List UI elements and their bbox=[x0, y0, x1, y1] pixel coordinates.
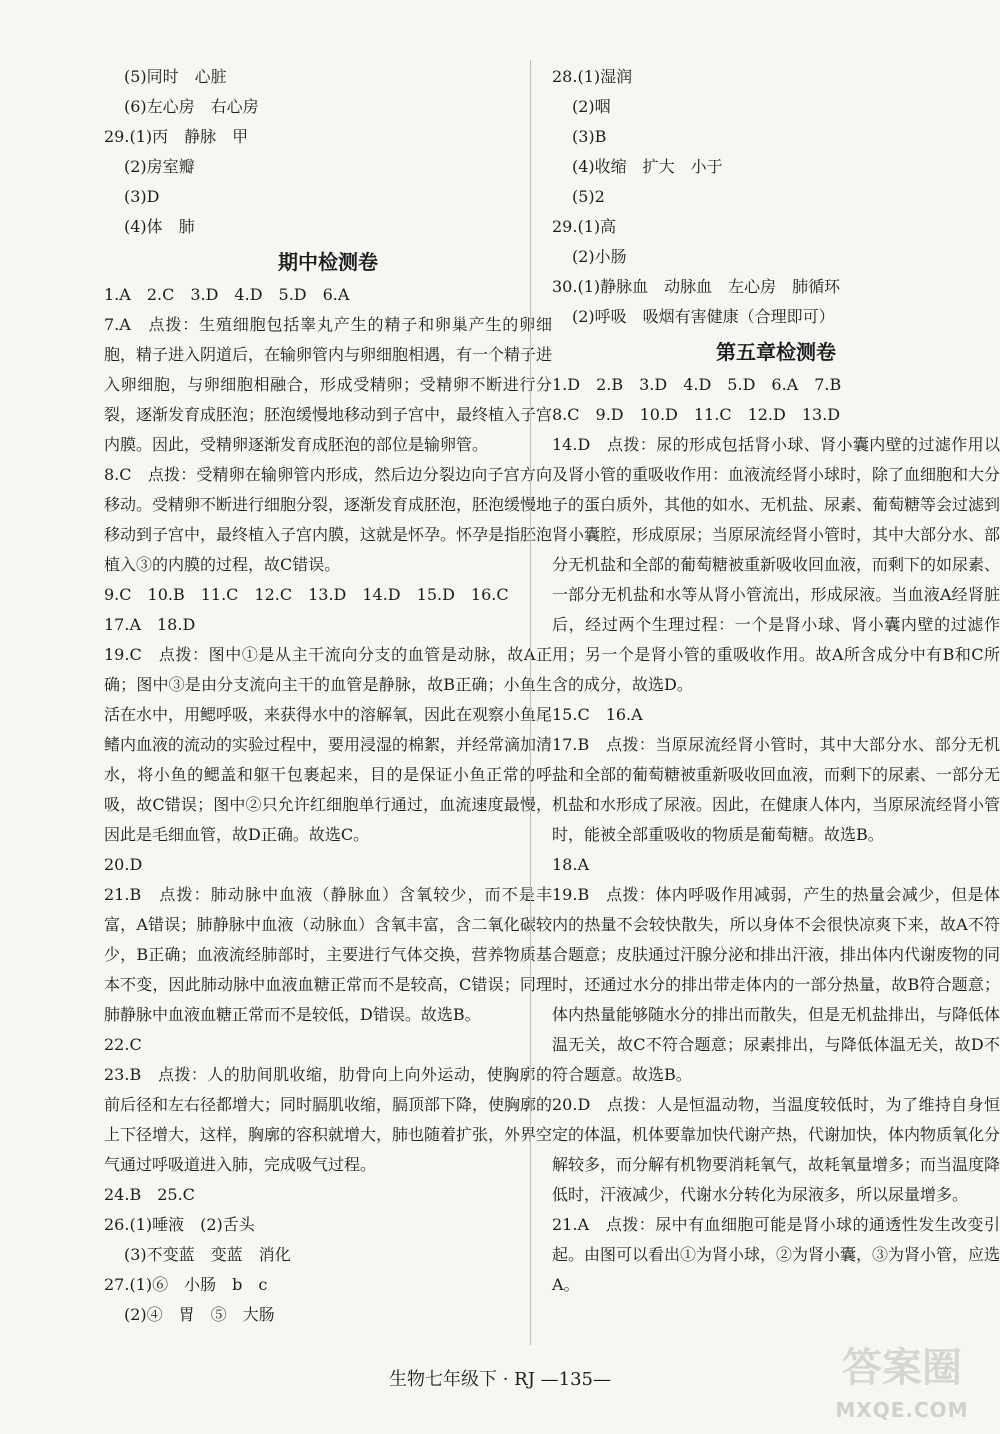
answer-line: 18.A bbox=[552, 855, 589, 874]
answer-line: 9.C 10.B 11.C 12.C 13.D 14.D 15.D 16.C bbox=[104, 585, 509, 604]
answer-explanation: 19.B 点拨：体内呼吸作用减弱，产生的热量会减少，但是体内的热量不会较快散失，所以身体不会很快凉爽下来，故A不符合题意；皮肤通过汗腺分泌和排出汗液，排出体内代谢废物的同时，还通过水分的排出带走体内的一部分热量，故B符合题意；体内热量能够随水分的排出而散失，但是无机盐排出，与降低体温无关，故C不符合题意；尿素排出，与降低体温无关，故D不符合题意。故选B。 bbox=[552, 885, 1000, 1084]
answer-line: 8.C 9.D 10.D 11.C 12.D 13.D bbox=[552, 405, 841, 424]
answer-line: 29.(1)丙 静脉 甲 bbox=[104, 127, 249, 146]
answer-line: 1.D 2.B 3.D 4.D 5.D 6.A 7.B bbox=[552, 375, 842, 394]
answer-line: (4)体 肺 bbox=[124, 217, 195, 236]
answer-explanation: 19.C 点拨：图中①是从主干流向分支的血管是动脉，故A正确；图中③是由分支流向主干的血管是静脉，故B正确；小鱼生活在水中，用鳃呼吸，来获得水中的溶解氧，因此在观察小鱼尾鳍内血液的流动的实验过程中，要用浸湿的棉絮，并经常滴加清水，将小鱼的鳃盖和躯干包裹起来，目的是保证小鱼正常的呼吸，故C错误；图中②只允许红细胞单行通过，血流速度最慢，因此是毛细血管，故D正确。故选C。 bbox=[104, 645, 553, 844]
right-column bbox=[552, 62, 1000, 1300]
answer-line: 30.(1)静脉血 动脉血 左心房 肺循环 bbox=[552, 277, 841, 296]
answer-line: 22.C bbox=[104, 1035, 142, 1054]
answer-line: 20.D bbox=[104, 855, 143, 874]
left-column bbox=[104, 62, 552, 1330]
answer-line: (3)D bbox=[124, 187, 160, 206]
page-footer: 生物七年级下 · RJ —135— bbox=[388, 1369, 611, 1390]
answer-line: 15.C 16.A bbox=[552, 705, 643, 724]
answer-line: (2)④ 胃 ⑤ 大肠 bbox=[124, 1305, 275, 1324]
answer-explanation: 14.D 点拨：尿的形成包括肾小球、肾小囊内壁的过滤作用以及肾小管的重吸收作用：血液流经肾小球时，除了血细胞和大分子的蛋白质外，其他的如水、无机盐、尿素、葡萄糖等会过滤到肾小囊腔，形成原尿；当原尿流经肾小管时，其中大部分水、部分无机盐和全部的葡萄糖被重新吸收回血液，而剩下的如尿素、一部分无机盐和水等从肾小管流出，形成尿液。当血液A经肾脏后，经过两个生理过程：一个是肾小球、肾小囊内壁的过滤作用；另一个是肾小管的重吸收作用。故A所含成分中有B和C所含的成分，故选D。 bbox=[552, 435, 1000, 694]
watermark-logo: 答案圈 bbox=[842, 1345, 962, 1391]
answer-line: (3)B bbox=[572, 127, 607, 146]
answer-line: (2)小肠 bbox=[572, 247, 627, 266]
answer-line: 28.(1)湿润 bbox=[552, 67, 633, 86]
answer-line: (5)2 bbox=[572, 187, 605, 206]
answer-line: (6)左心房 右心房 bbox=[124, 97, 259, 116]
answer-line: 27.(1)⑥ 小肠 b c bbox=[104, 1275, 268, 1294]
answer-line: 24.B 25.C bbox=[104, 1185, 195, 1204]
section-heading: 第五章检测卷 bbox=[716, 340, 836, 364]
answer-line: (3)不变蓝 变蓝 消化 bbox=[124, 1245, 291, 1264]
answer-explanation: 20.D 点拨：人是恒温动物，当温度较低时，为了维持自身恒定的体温，机体要靠加快代谢产热，代谢加快，体内物质氧化分解较多，而分解有机物要消耗氧气，故耗氧量增多；而当温度降低时，汗液减少，代谢水分转化为尿液多，所以尿量增多。 bbox=[552, 1095, 1000, 1204]
watermark bbox=[822, 1340, 982, 1428]
answer-explanation: 21.A 点拨：尿中有血细胞可能是肾小球的通透性发生改变引起。由图可以看出①为肾小球，②为肾小囊，③为肾小管，应选A。 bbox=[552, 1215, 1000, 1294]
answer-explanation: 8.C 点拨：受精卵在输卵管内形成，然后边分裂边向子宫方向移动。受精卵不断进行细胞分裂，逐渐发育成胚泡，胚泡缓慢地移动到子宫中，最终植入子宫内膜，这就是怀孕。怀孕是指胚泡植入③的内膜的过程，故C错误。 bbox=[104, 465, 553, 574]
column-divider bbox=[530, 60, 531, 1345]
answer-line: (2)呼吸 吸烟有害健康（合理即可） bbox=[572, 307, 835, 326]
answer-line: 17.A 18.D bbox=[104, 615, 196, 634]
answer-explanation: 17.B 点拨：当原尿流经肾小管时，其中大部分水、部分无机盐和全部的葡萄糖被重新吸收回血液，而剩下的尿素、一部分无机盐和水形成了尿液。因此，在健康人体内，当原尿流经肾小管时，能被全部重吸收的物质是葡萄糖。故选B。 bbox=[552, 735, 1000, 844]
answer-explanation: 21.B 点拨：肺动脉中血液（静脉血）含氧较少，而不是丰富，A错误；肺静脉中血液（动脉血）含氧丰富，含二氧化碳较少，B正确；血液流经肺部时，主要进行气体交换，营养物质基本不变，因此肺动脉中血液血糖正常而不是较高，C错误；同理肺静脉中血液血糖正常而不是较低，D错误。故选B。 bbox=[104, 885, 552, 1024]
answer-line: (4)收缩 扩大 小于 bbox=[572, 157, 723, 176]
answer-line: 29.(1)高 bbox=[552, 217, 617, 236]
watermark-site: MXQE.COM bbox=[835, 1398, 969, 1422]
answer-line: (2)咽 bbox=[572, 97, 611, 116]
answer-line: 1.A 2.C 3.D 4.D 5.D 6.A bbox=[104, 285, 350, 304]
answer-line: (5)同时 心脏 bbox=[124, 67, 227, 86]
section-heading: 期中检测卷 bbox=[278, 250, 378, 274]
answer-explanation: 23.B 点拨：人的肋间肌收缩，肋骨向上向外运动，使胸廓的前后径和左右径都增大；同时膈肌收缩，膈顶部下降，使胸廓的上下径增大，这样，胸廓的容积就增大，肺也随着扩张，外界空气通过呼吸道进入肺，完成吸气过程。 bbox=[104, 1065, 553, 1174]
answer-explanation: 7.A 点拨：生殖细胞包括睾丸产生的精子和卵巢产生的卵细胞，精子进入阴道后，在输卵管内与卵细胞相遇，有一个精子进入卵细胞，与卵细胞相融合，形成受精卵；受精卵不断进行分裂，逐渐发育成胚泡；胚泡缓慢地移动到子宫中，最终植入子宫内膜。因此，受精卵逐渐发育成胚泡的部位是输卵管。 bbox=[104, 315, 553, 454]
answer-line: (2)房室瓣 bbox=[124, 157, 195, 176]
answer-line: 26.(1)唾液 (2)舌头 bbox=[104, 1215, 255, 1234]
